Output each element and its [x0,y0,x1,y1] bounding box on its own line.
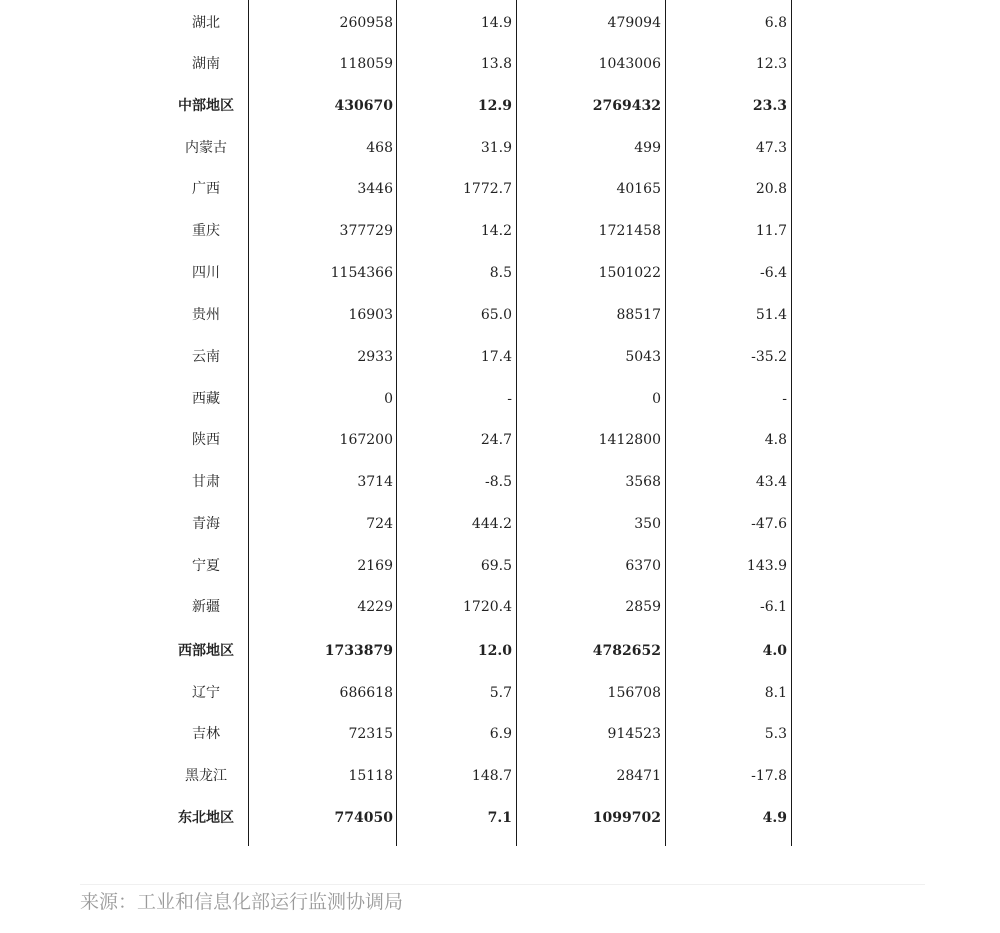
table-row [150,551,795,581]
cell-value-4: 51.4 [755,307,787,323]
cell-value-3: 2859 [625,599,661,615]
cell-region: 四川 [192,265,220,281]
table-row [150,133,795,163]
cell-value-4: 43.4 [755,474,787,490]
cell-value-2: 7.1 [487,810,512,826]
cell-value-4: 4.9 [762,810,787,826]
table-row [150,216,795,246]
cell-value-3: 2769432 [592,98,661,114]
cell-value-3: 5043 [625,349,661,365]
cell-value-2: 1772.7 [463,181,512,197]
cell-value-2: 444.2 [471,516,512,532]
cell-value-2: 24.7 [480,432,512,448]
table-row [150,258,795,288]
table-row [150,8,795,38]
cell-region: 甘肃 [192,474,220,490]
cell-value-1: 724 [366,516,393,532]
cell-value-1: 3446 [357,181,393,197]
cell-value-3: 1412800 [598,432,661,448]
cell-value-1: 2933 [357,349,393,365]
cell-region: 青海 [192,516,220,532]
cell-value-3: 40165 [616,181,661,197]
cell-value-3: 88517 [616,307,661,323]
cell-region: 云南 [192,349,220,365]
cell-value-4: 5.3 [764,726,787,742]
cell-value-3: 914523 [607,726,661,742]
cell-value-4: 11.7 [755,223,787,239]
cell-region: 中部地区 [178,98,234,114]
table-row [150,509,795,539]
cell-region: 陕西 [192,432,220,448]
cell-value-1: 377729 [339,223,393,239]
table-row [150,761,795,791]
cell-value-4: -35.2 [751,349,787,365]
cell-value-2: 6.9 [489,726,512,742]
cell-value-3: 479094 [607,15,661,31]
cell-value-1: 1733879 [324,643,393,659]
cell-value-4: -6.1 [760,599,787,615]
table-row-subtotal [150,803,795,833]
table-row [150,678,795,708]
cell-value-1: 468 [366,140,393,156]
cell-value-2: - [507,391,512,407]
cell-value-4: - [782,391,787,407]
cell-value-4: 23.3 [752,98,787,114]
cell-value-2: 12.0 [477,643,512,659]
cell-value-3: 499 [634,140,661,156]
cell-value-2: 14.9 [480,15,512,31]
cell-region: 东北地区 [178,810,234,826]
cell-value-4: -47.6 [751,516,787,532]
cell-value-1: 16903 [348,307,393,323]
cell-region: 湖北 [192,15,220,31]
cell-value-1: 15118 [348,768,393,784]
cell-value-2: 8.5 [489,265,512,281]
cell-value-2: 31.9 [480,140,512,156]
cell-value-3: 1721458 [598,223,661,239]
cell-value-3: 1501022 [598,265,661,281]
table-row [150,467,795,497]
cell-value-4: -6.4 [760,265,787,281]
cell-value-2: 148.7 [471,768,512,784]
footer-divider [80,884,925,885]
cell-value-4: 47.3 [755,140,787,156]
cell-value-3: 3568 [625,474,661,490]
cell-region: 西藏 [192,391,220,407]
table-row [150,300,795,330]
table-row [150,719,795,749]
cell-value-3: 350 [634,516,661,532]
cell-value-4: 6.8 [764,15,787,31]
table-row-subtotal [150,636,795,666]
cell-value-1: 167200 [339,432,393,448]
cell-value-4: 8.1 [764,685,787,701]
cell-value-4: 143.9 [746,558,787,574]
cell-value-3: 1043006 [598,56,661,72]
cell-region: 广西 [192,181,220,197]
table-row [150,425,795,455]
cell-value-3: 1099702 [592,810,661,826]
cell-value-1: 72315 [348,726,393,742]
cell-region: 宁夏 [192,558,220,574]
cell-value-1: 430670 [334,98,393,114]
data-table [150,0,795,846]
cell-value-2: 17.4 [480,349,512,365]
cell-value-2: 14.2 [480,223,512,239]
cell-region: 辽宁 [192,685,220,701]
cell-value-2: 1720.4 [463,599,512,615]
table-row [150,592,795,622]
cell-value-1: 260958 [339,15,393,31]
cell-region: 吉林 [192,726,220,742]
cell-value-4: 4.0 [762,643,787,659]
cell-value-1: 774050 [334,810,393,826]
cell-region: 新疆 [192,599,220,615]
cell-value-2: 13.8 [480,56,512,72]
cell-region: 内蒙古 [185,140,227,156]
table-row-subtotal [150,91,795,121]
cell-value-1: 118059 [339,56,393,72]
cell-value-3: 4782652 [592,643,661,659]
cell-value-4: 20.8 [755,181,787,197]
cell-value-1: 686618 [339,685,393,701]
cell-value-3: 28471 [616,768,661,784]
cell-region: 湖南 [192,56,220,72]
cell-value-2: 65.0 [480,307,512,323]
cell-value-3: 156708 [607,685,661,701]
cell-value-3: 6370 [625,558,661,574]
cell-value-1: 3714 [357,474,393,490]
cell-value-1: 0 [384,391,393,407]
cell-value-4: 4.8 [764,432,787,448]
cell-region: 重庆 [192,223,220,239]
cell-region: 黑龙江 [185,768,227,784]
cell-value-4: 12.3 [755,56,787,72]
table-row [150,342,795,372]
cell-value-2: 5.7 [489,685,512,701]
cell-value-2: 12.9 [477,98,512,114]
cell-value-3: 0 [652,391,661,407]
cell-value-1: 4229 [357,599,393,615]
cell-value-2: -8.5 [485,474,512,490]
cell-value-1: 1154366 [330,265,393,281]
cell-value-1: 2169 [357,558,393,574]
table-row [150,49,795,79]
table-row [150,174,795,204]
cell-value-4: -17.8 [751,768,787,784]
cell-value-2: 69.5 [480,558,512,574]
table-row [150,384,795,414]
cell-region: 贵州 [192,307,220,323]
source-note: 来源：工业和信息化部运行监测协调局 [80,891,404,913]
cell-region: 西部地区 [178,643,234,659]
